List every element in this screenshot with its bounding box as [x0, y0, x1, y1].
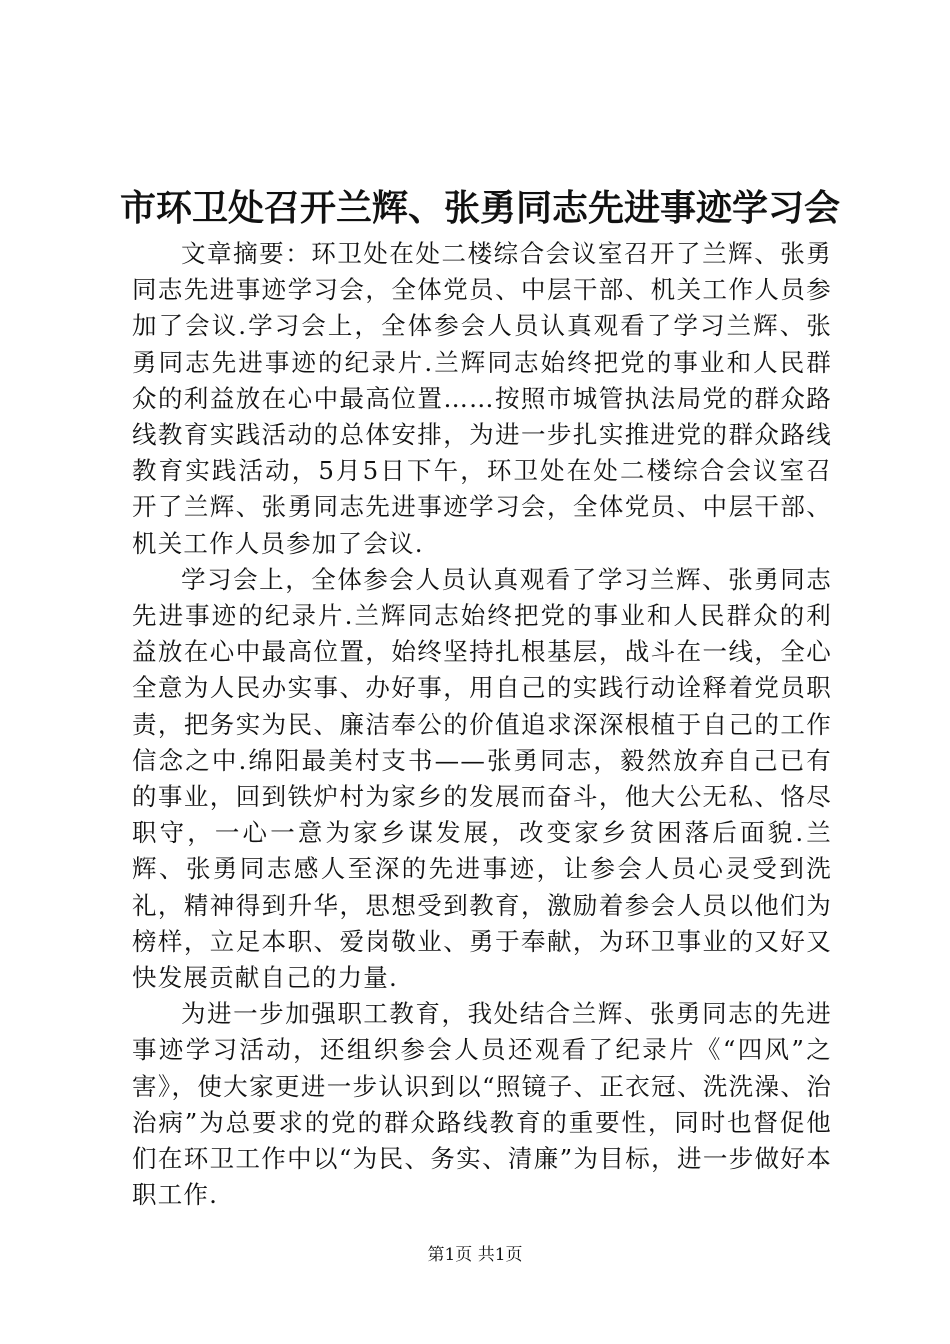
document-title: 市环卫处召开兰辉、张勇同志先进事迹学习会 [119, 188, 840, 229]
paragraph-abstract: 文章摘要：环卫处在处二楼综合会议室召开了兰辉、张勇同志先进事迹学习会，全体党员、中层干部、机关工作人员参加了会议.学习会上，全体参会人员认真观看了学习兰辉、张勇同志先进事迹的纪录片.兰辉同志始终把党的事业和人民群众的利益放在心中最高位置……按照市城管执法局党的群众路线教育实践活动的总体安排，为进一步扎实推进党的群众路线教育实践活动，5月5日下午，环卫处在处二楼综合会议室召开了兰辉、张勇同志先进事迹学习会，全体党员、中层干部、机关工作人员参加了会议. [132, 239, 832, 558]
paragraph-study-meeting: 学习会上，全体参会人员认真观看了学习兰辉、张勇同志先进事迹的纪录片.兰辉同志始终把党的事业和人民群众的利益放在心中最高位置，始终坚持扎根基层，战斗在一线，全心全意为人民办实事、办好事，用自己的实践行动诠释着党员职责，把务实为民、廉洁奉公的价值追求深深根植于自己的工作信念之中.绵阳最美村支书——张勇同志，毅然放弃自己已有的事业，回到铁炉村为家乡的发展而奋斗，他大公无私、恪尽职守，一心一意为家乡谋发展，改变家乡贫困落后面貌.兰辉、张勇同志感人至深的先进事迹，让参会人员心灵受到洗礼，精神得到升华，思想受到教育，激励着参会人员以他们为榜样，立足本职、爱岗敬业、勇于奉献，为环卫事业的又好又快发展贡献自己的力量. [132, 564, 832, 993]
paragraph-education: 为进一步加强职工教育，我处结合兰辉、张勇同志的先进事迹学习活动，还组织参会人员还观看了纪录片《“四风”之害》，使大家更进一步认识到以“照镜子、正衣冠、洗洗澡、治治病”为总要求的党的群众路线教育的重要性，同时也督促他们在环卫工作中以“为民、务实、清廉”为目标，进一步做好本职工作. [132, 999, 832, 1210]
document-body [132, 236, 832, 1213]
page-number-footer: 第1页 共1页 [427, 1245, 523, 1265]
